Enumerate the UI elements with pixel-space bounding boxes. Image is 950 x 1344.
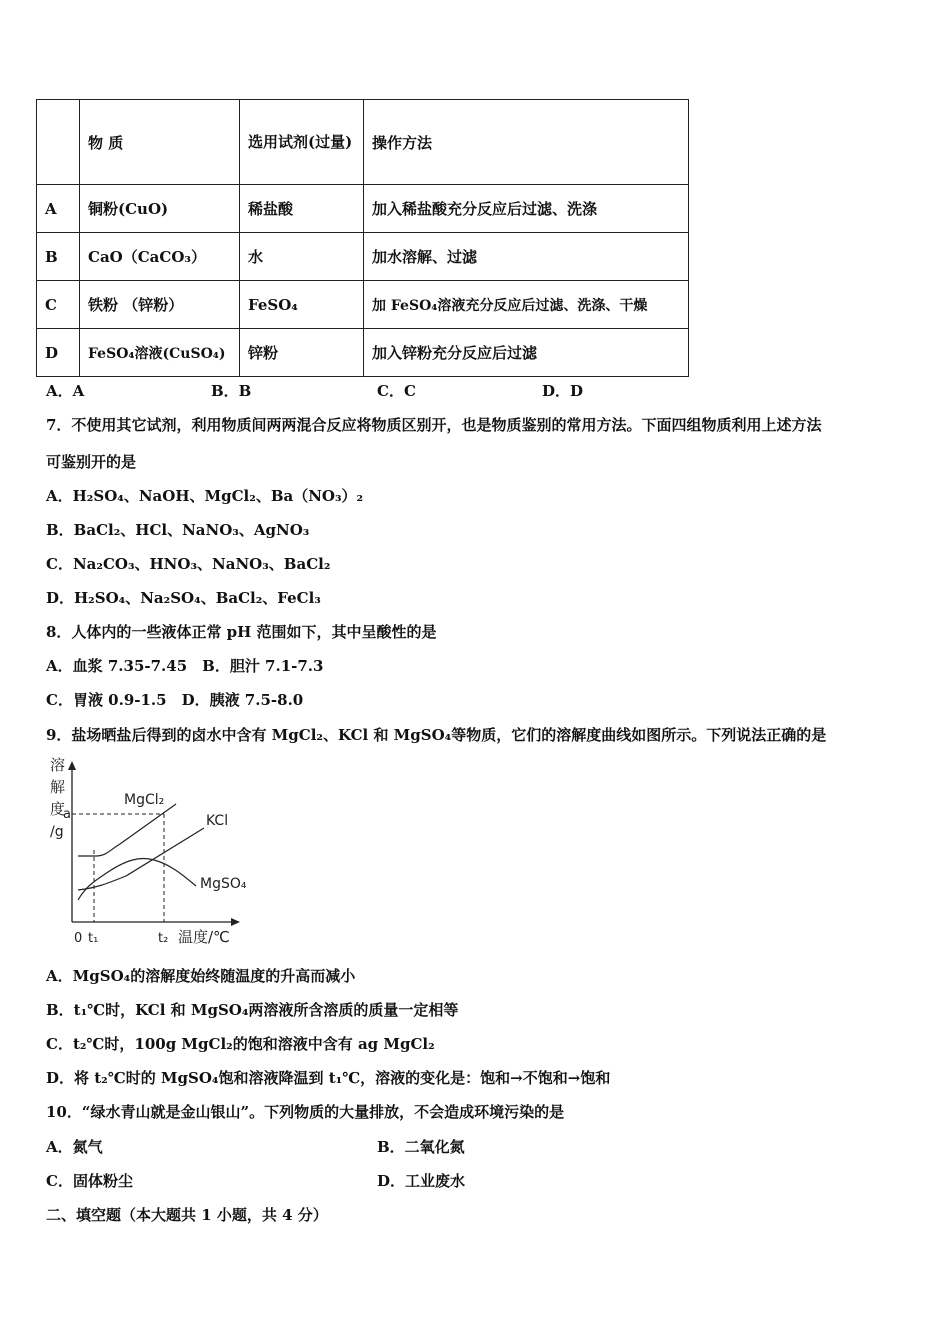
row-label: C xyxy=(37,281,80,329)
row-label: B xyxy=(37,233,80,281)
cell-method: 加入稀盐酸充分反应后过滤、洗涤 xyxy=(364,185,689,233)
q10-option-d[interactable]: D．工业废水 xyxy=(377,1172,466,1190)
q6-option-d[interactable]: D．D xyxy=(542,382,584,400)
mgcl2-label: MgCl₂ xyxy=(124,792,165,808)
header-cell: 物 质 xyxy=(80,100,240,185)
cell-method: 加入锌粉充分反应后过滤 xyxy=(364,329,689,377)
q9-option-c[interactable]: C．t₂℃时，100g MgCl₂的饱和溶液中含有 ag MgCl₂ xyxy=(46,1035,435,1053)
x-tick-t1: t₁ xyxy=(88,931,99,946)
q10-stem: 10．“绿水青山就是金山银山”。下列物质的大量排放，不会造成环境污染的是 xyxy=(46,1103,565,1121)
x-tick-0: 0 xyxy=(74,931,83,946)
q6-table xyxy=(36,99,689,377)
header-cell: 操作方法 xyxy=(364,100,689,185)
cell-substance: FeSO₄溶液(CuSO₄) xyxy=(80,329,240,377)
cell-method: 加水溶解、过滤 xyxy=(364,233,689,281)
q9-stem: 9．盐场晒盐后得到的卤水中含有 MgCl₂、KCl 和 MgSO₄等物质，它们的溶解度曲线如图所示。下列说法正确的是 xyxy=(46,726,827,744)
y-label-char: 度 xyxy=(50,800,66,818)
cell-reagent: 水 xyxy=(240,233,364,281)
x-axis-label: 温度/℃ xyxy=(178,928,230,946)
header-cell xyxy=(37,100,80,185)
x-axis-arrow xyxy=(231,918,240,926)
cell-reagent: 稀盐酸 xyxy=(240,185,364,233)
q7-stem-line1: 7．不使用其它试剂，利用物质间两两混合反应将物质区别开，也是物质鉴别的常用方法。下面四组物质利用上述方法 xyxy=(46,416,822,434)
mgso4-label: MgSO₄ xyxy=(200,876,246,892)
solubility-chart xyxy=(46,752,246,948)
q7-option-a[interactable]: A．H₂SO₄、NaOH、MgCl₂、Ba（NO₃）₂ xyxy=(46,487,364,505)
q10-option-b[interactable]: B．二氧化氮 xyxy=(377,1138,465,1156)
table-header-row xyxy=(37,100,689,185)
y-axis-arrow xyxy=(68,761,76,770)
q8-options-line2[interactable]: C．胃液 0.9-1.5 D．胰液 7.5-8.0 xyxy=(46,691,304,709)
q6-option-c[interactable]: C．C xyxy=(377,382,416,400)
cell-reagent: 锌粉 xyxy=(240,329,364,377)
q9-option-a[interactable]: A．MgSO₄的溶解度始终随温度的升高而减小 xyxy=(46,967,356,985)
section-heading: 二、填空题（本大题共 1 小题，共 4 分） xyxy=(46,1206,328,1224)
q9-option-d[interactable]: D．将 t₂℃时的 MgSO₄饱和溶液降温到 t₁℃，溶液的变化是：饱和→不饱和→饱和 xyxy=(46,1069,611,1087)
cell-method: 加 FeSO₄溶液充分反应后过滤、洗涤、干燥 xyxy=(364,281,689,329)
q7-stem-line2: 可鉴别开的是 xyxy=(46,453,137,471)
q6-option-a[interactable]: A．A xyxy=(46,382,85,400)
table-row xyxy=(37,329,689,377)
cell-substance: 铁粉 （锌粉） xyxy=(80,281,240,329)
x-tick-t2: t₂ xyxy=(158,931,169,946)
q7-option-b[interactable]: B．BaCl₂、HCl、NaNO₃、AgNO₃ xyxy=(46,521,310,539)
q8-stem: 8．人体内的一些液体正常 pH 范围如下，其中呈酸性的是 xyxy=(46,623,437,641)
kcl-label: KCl xyxy=(206,813,229,829)
q7-option-c[interactable]: C．Na₂CO₃、HNO₃、NaNO₃、BaCl₂ xyxy=(46,555,331,573)
mgcl2-curve xyxy=(78,804,176,856)
mgso4-curve xyxy=(78,859,196,901)
q7-option-d[interactable]: D．H₂SO₄、Na₂SO₄、BaCl₂、FeCl₃ xyxy=(46,589,321,607)
q10-option-a[interactable]: A．氮气 xyxy=(46,1138,103,1156)
y-tick-a: a xyxy=(63,807,71,822)
q9-option-b[interactable]: B．t₁℃时，KCl 和 MgSO₄两溶液所含溶质的质量一定相等 xyxy=(46,1001,459,1019)
table-row xyxy=(37,281,689,329)
cell-substance: CaO（CaCO₃） xyxy=(80,233,240,281)
q6-option-b[interactable]: B．B xyxy=(211,382,252,400)
q10-option-c[interactable]: C．固体粉尘 xyxy=(46,1172,133,1190)
q8-options-line1[interactable]: A．血浆 7.35-7.45 B．胆汁 7.1-7.3 xyxy=(46,657,324,675)
row-label: D xyxy=(37,329,80,377)
cell-substance: 铜粉(CuO) xyxy=(80,185,240,233)
table-row xyxy=(37,233,689,281)
y-label-char: 解 xyxy=(50,778,66,796)
row-label: A xyxy=(37,185,80,233)
table-row xyxy=(37,185,689,233)
y-label-char: /g xyxy=(50,824,64,840)
cell-reagent: FeSO₄ xyxy=(240,281,364,329)
y-label-char: 溶 xyxy=(50,756,66,774)
header-cell: 选用试剂(过量) xyxy=(240,100,364,185)
